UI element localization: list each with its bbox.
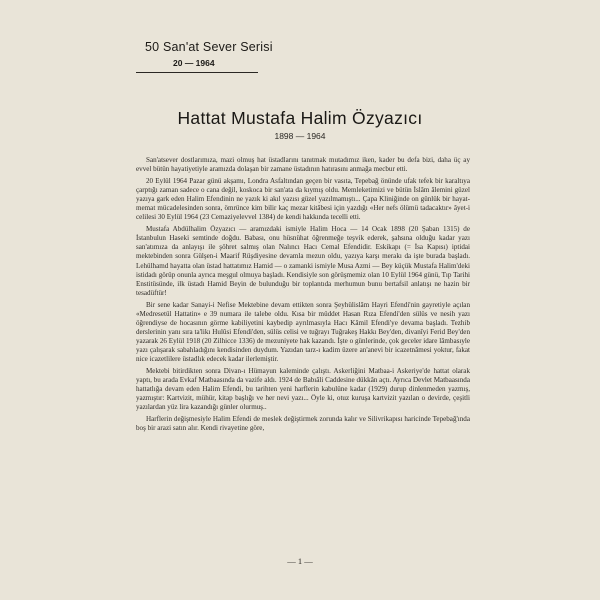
paragraph: Bir sene kadar Sanayi-i Nefise Mektebine devam ettikten sonra Şeyhülislâm Hayri Efendi'nin gayretiyle açılan «Medresetül Hattatin» e 39 numara ile talebe oldu. Kısa bir müddet Hasan Rıza Efendi'den sülüs ve nesih yazı öğrendiyse de hocasının görme kabiliyetini kaybedip ayrılmasıyla Hacı Kâmil Efendi'ye devama başladı. Tezhib derslerinin yanı sıra ta'likı Hulûsi Efendi'den, sülüs celisi ve tuğrayı Tuğrakeş Hakkı Bey'den, divanîyi Ferid Bey'den yazarak 26 Eylül 1918 (20 Zilhicce 1336) de mezuniyete hak kazandı. İşte o günlerinde, çok geceler idare lâmbasıyle yazı çalışarak sabahladığını kendisinden duydum. Yazıdan tarz-ı kadim üzere an'anevi bir icazetnâmesi yoktur, fakat nice icazetlilere üstadlık edecek kadar ilerlemiştir.	[136, 300, 470, 363]
paragraph: Harflerin değişmesiyle Halim Efendi de meslek değiştirmek zorunda kalır ve Silivrikapısı haricinde Tepebağ'ında boş bir arazi satın alır. Kendi rivayetine göre,	[136, 415, 470, 433]
paragraph: 20 Eylül 1964 Pazar günü akşamı, Londra Asfaltından geçen bir vasıta, Tepebağ önünde ufak tefek bir karaltıya çarptığı zaman sadece o cana değil, koskoca bir san'ata da kıymış oldu. Memleketimizi ve bütün İslâm âlemini güzel yazıya gark eden Halim Efendinin ne yazık ki akıl yazısı güzel yazılmamıştı... Çapa Kliniğinde on günlük bir hayat-memat mücadelesinden sonra, ömrünce kim bilir kaç mezar kitâbesi için yazdığı «Her nefs ölümü tadacaktır» âyet-i celilesi 30 Eylül 1964 (23 Cemaziyelevvel 1384) de kendi hakkında tecelli etti.	[136, 177, 470, 222]
paragraph: Mustafa Abdülhalim Özyazıcı — aramızdaki ismiyle Halim Hoca — 14 Ocak 1898 (20 Şaban 1315) de İstanbulun Haseki semtinde doğdu. Babası, onu hüsnühat öğrenmeğe teşvik ederek, şahsına olduğu kadar yazı san'atımıza da anlayışı ile şöhret salmış olan Nalıncı Hacı Cemal Efendidir. Eskikapı (= İsa Kapısı) iptidai mektebinden sonra Gülşen-i Maarif Rüşdiyesine devamla mezun oldu, yazıya karşı merakı da işte burada başladı. Lehülhamd hayatta olan üstad hattatımız Hamid — o zamanki ismiyle Musa Azmi — Bey küçük Mustafa Halim'deki istidadı görüp onunla ayrıca meşgul olmuya başladı. Kendisiyle son görüşmemiz olan 10 Eylül 1964 günü, Tıp Tarihi Enstitüsünde, ilk üstadı Hamid Beyin de bulunduğu bir toplantıda merhumun bunu bertafsil anlatışı ne hazin bir tesadüftür!	[136, 225, 470, 297]
series-number: 20 — 1964	[173, 58, 215, 68]
article-body	[136, 156, 470, 436]
page-number: — 1 —	[287, 556, 313, 566]
paragraph: San'atsever dostlarımıza, mazi olmuş hat üstadlarını tanıtmak mutadımız iken, kader bu defa bizi, daha üç ay evvel bütün hayatiyetiyle aramızda dolaşan bir zamane üstadının hatırasını anmağa mecbur etti.	[136, 156, 470, 174]
life-years: 1898 — 1964	[274, 131, 326, 141]
article-title: Hattat Mustafa Halim Özyazıcı	[177, 108, 423, 128]
header-divider	[136, 72, 258, 73]
series-title: 50 San'at Sever Serisi	[145, 40, 273, 54]
paragraph: Mektebi bitirdikten sonra Divan-ı Hümayun kaleminde çalıştı. Askerliğini Matbaa-i Askeriye'de hattat olarak yaptı, bu arada Evkaf Matbaasında da vazife aldı. 1924 de Babıâli Caddesine dükkân açtı. Ayrıca Devlet Matbaasında hattatlığa devam eden Halim Efendi, bu tarihten yeni harflerin kabulüne kadar (1929) durup dinlenmeden yazmış, yazmıştır: Kartvizit, mühür, kitap başlığı ve her nevi yazı... Öyle ki, otuz kuruşa kartvizit yazılan o devirde, çeşitli yazılardan yüz lira kazandığı günler olurmuş..	[136, 367, 470, 412]
